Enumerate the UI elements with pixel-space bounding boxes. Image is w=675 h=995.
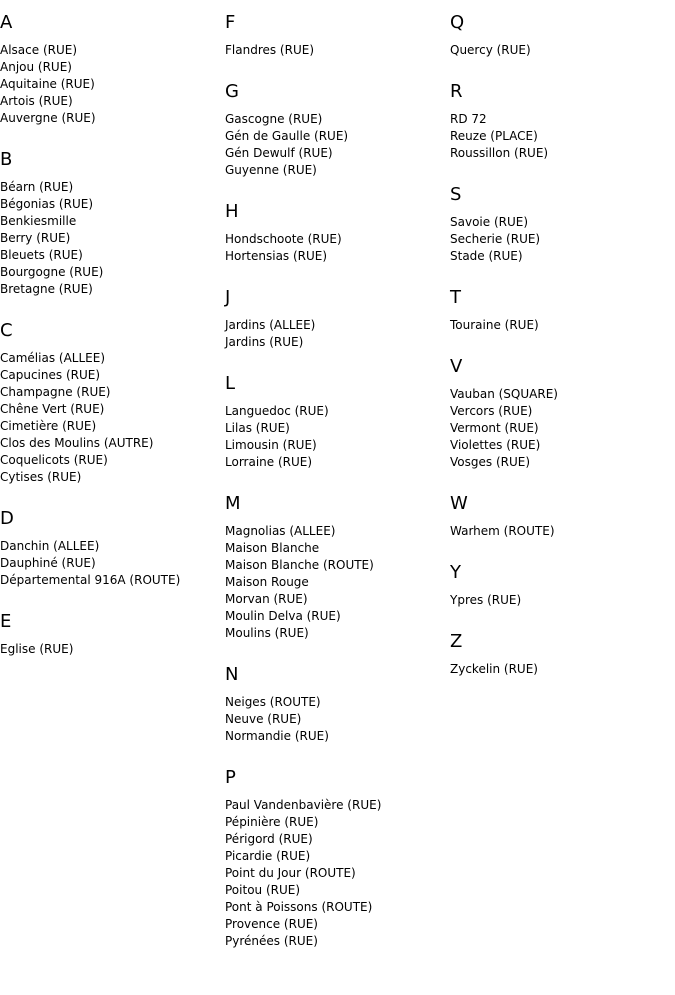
street-link[interactable]: Zyckelin (RUE)	[450, 662, 538, 676]
street-link[interactable]: Gascogne (RUE)	[225, 112, 323, 126]
letter-section-z	[450, 631, 670, 678]
section-letter-heading: H	[225, 201, 239, 222]
street-link[interactable]: RD 72	[450, 112, 487, 126]
section-letter-heading: Z	[450, 631, 463, 652]
section-letter-heading: V	[450, 356, 463, 377]
letter-section-h	[225, 201, 445, 265]
section-letter-heading: J	[225, 287, 231, 308]
street-link[interactable]: Dauphiné (RUE)	[0, 556, 96, 570]
street-link[interactable]: Pont à Poissons (ROUTE)	[225, 900, 373, 914]
letter-section-c	[0, 320, 220, 486]
letter-section-d	[0, 508, 220, 589]
section-letter-heading: N	[225, 664, 239, 685]
street-link[interactable]: Périgord (RUE)	[225, 832, 313, 846]
section-letter-heading: E	[0, 611, 12, 632]
street-link[interactable]: Paul Vandenbavière (RUE)	[225, 798, 382, 812]
street-list	[0, 641, 220, 658]
section-letter-heading: B	[0, 149, 13, 170]
street-link[interactable]: Reuze (PLACE)	[450, 129, 538, 143]
street-list	[225, 694, 445, 745]
street-link[interactable]: Moulins (RUE)	[225, 626, 309, 640]
street-link[interactable]: Auvergne (RUE)	[0, 111, 96, 125]
letter-section-r	[450, 81, 670, 162]
street-list	[450, 661, 670, 678]
street-link[interactable]: Savoie (RUE)	[450, 215, 529, 229]
street-link[interactable]: Maison Blanche (ROUTE)	[225, 558, 374, 572]
section-letter-heading: M	[225, 493, 241, 514]
section-letter-heading: A	[0, 12, 13, 33]
street-link[interactable]: Limousin (RUE)	[225, 438, 317, 452]
letter-section-b	[0, 149, 220, 298]
street-link[interactable]: Roussillon (RUE)	[450, 146, 549, 160]
section-letter-heading: Q	[450, 12, 465, 33]
street-list	[0, 42, 220, 127]
letter-section-v	[450, 356, 670, 471]
letter-section-e	[0, 611, 220, 658]
street-link[interactable]: Jardins (RUE)	[225, 335, 304, 349]
street-list	[450, 111, 670, 162]
street-link[interactable]: Vermont (RUE)	[450, 421, 539, 435]
street-link[interactable]: Départemental 916A (ROUTE)	[0, 573, 181, 587]
street-link[interactable]: Moulin Delva (RUE)	[225, 609, 341, 623]
street-link[interactable]: Pyrénées (RUE)	[225, 934, 318, 948]
section-letter-heading: R	[450, 81, 463, 102]
street-link[interactable]: Lorraine (RUE)	[225, 455, 313, 469]
letter-section-l	[225, 373, 445, 471]
street-link[interactable]: Picardie (RUE)	[225, 849, 311, 863]
street-index-column	[450, 12, 670, 700]
street-list	[225, 317, 445, 351]
street-list	[225, 403, 445, 471]
street-link[interactable]: Clos des Moulins (AUTRE)	[0, 436, 154, 450]
street-list	[0, 538, 220, 589]
street-list	[450, 42, 670, 59]
street-link[interactable]: Gén de Gaulle (RUE)	[225, 129, 349, 143]
street-link[interactable]: Benkiesmille	[0, 214, 77, 228]
street-link[interactable]: Bourgogne (RUE)	[0, 265, 104, 279]
street-list	[225, 797, 445, 950]
street-link[interactable]: Lilas (RUE)	[225, 421, 290, 435]
street-link[interactable]: Champagne (RUE)	[0, 385, 111, 399]
section-letter-heading: F	[225, 12, 236, 33]
street-link[interactable]: Pépinière (RUE)	[225, 815, 319, 829]
street-link[interactable]: Eglise (RUE)	[0, 642, 74, 656]
letter-section-n	[225, 664, 445, 745]
street-link[interactable]: Coquelicots (RUE)	[0, 453, 108, 467]
section-letter-heading: D	[0, 508, 14, 529]
street-link[interactable]: Camélias (ALLEE)	[0, 351, 105, 365]
street-link[interactable]: Cytises (RUE)	[0, 470, 82, 484]
street-list	[225, 523, 445, 642]
street-link[interactable]: Chêne Vert (RUE)	[0, 402, 105, 416]
street-link[interactable]: Capucines (RUE)	[0, 368, 101, 382]
street-link[interactable]: Artois (RUE)	[0, 94, 73, 108]
street-link[interactable]: Berry (RUE)	[0, 231, 71, 245]
street-link[interactable]: Morvan (RUE)	[225, 592, 308, 606]
street-link[interactable]: Magnolias (ALLEE)	[225, 524, 336, 538]
street-index-column	[0, 12, 220, 680]
street-list	[0, 179, 220, 298]
street-link[interactable]: Normandie (RUE)	[225, 729, 329, 743]
street-list	[225, 42, 445, 59]
street-link[interactable]: Bleuets (RUE)	[0, 248, 83, 262]
street-link[interactable]: Violettes (RUE)	[450, 438, 541, 452]
street-link[interactable]: Ypres (RUE)	[450, 593, 522, 607]
letter-section-y	[450, 562, 670, 609]
street-list	[0, 350, 220, 486]
street-link[interactable]: Neuve (RUE)	[225, 712, 302, 726]
street-link[interactable]: Maison Blanche	[225, 541, 320, 555]
street-link[interactable]: Aquitaine (RUE)	[0, 77, 95, 91]
street-link[interactable]: Point du Jour (ROUTE)	[225, 866, 356, 880]
section-letter-heading: Y	[450, 562, 461, 583]
section-letter-heading: C	[0, 320, 13, 341]
street-link[interactable]: Flandres (RUE)	[225, 43, 314, 57]
street-link[interactable]: Danchin (ALLEE)	[0, 539, 100, 553]
letter-section-f	[225, 12, 445, 59]
street-link[interactable]: Poitou (RUE)	[225, 883, 301, 897]
street-list	[225, 111, 445, 179]
letter-section-m	[225, 493, 445, 642]
street-link[interactable]: Alsace (RUE)	[0, 43, 78, 57]
street-link[interactable]: Béarn (RUE)	[0, 180, 74, 194]
street-link[interactable]: Vosges (RUE)	[450, 455, 531, 469]
section-letter-heading: T	[450, 287, 461, 308]
section-letter-heading: L	[225, 373, 236, 394]
section-letter-heading: S	[450, 184, 462, 205]
street-list	[450, 386, 670, 471]
section-letter-heading: W	[450, 493, 468, 514]
street-list	[450, 214, 670, 265]
street-index-column	[225, 12, 445, 972]
street-list	[225, 231, 445, 265]
street-link[interactable]: Stade (RUE)	[450, 249, 523, 263]
street-link[interactable]: Vercors (RUE)	[450, 404, 533, 418]
street-list	[450, 592, 670, 609]
street-link[interactable]: Guyenne (RUE)	[225, 163, 317, 177]
street-link[interactable]: Warhem (ROUTE)	[450, 524, 555, 538]
letter-section-s	[450, 184, 670, 265]
section-letter-heading: P	[225, 767, 236, 788]
letter-section-a	[0, 12, 220, 127]
street-link[interactable]: Touraine (RUE)	[450, 318, 539, 332]
letter-section-q	[450, 12, 670, 59]
street-link[interactable]: Secherie (RUE)	[450, 232, 541, 246]
street-link[interactable]: Hondschoote (RUE)	[225, 232, 342, 246]
letter-section-j	[225, 287, 445, 351]
street-link[interactable]: Bégonias (RUE)	[0, 197, 93, 211]
street-link[interactable]: Maison Rouge	[225, 575, 309, 589]
street-link[interactable]: Hortensias (RUE)	[225, 249, 328, 263]
street-list	[450, 523, 670, 540]
street-link[interactable]: Provence (RUE)	[225, 917, 318, 931]
street-link[interactable]: Gén Dewulf (RUE)	[225, 146, 333, 160]
street-link[interactable]: Quercy (RUE)	[450, 43, 531, 57]
street-list	[450, 317, 670, 334]
street-link[interactable]: Neiges (ROUTE)	[225, 695, 321, 709]
street-link[interactable]: Jardins (ALLEE)	[225, 318, 316, 332]
street-link[interactable]: Languedoc (RUE)	[225, 404, 329, 418]
street-link[interactable]: Vauban (SQUARE)	[450, 387, 558, 401]
street-link[interactable]: Anjou (RUE)	[0, 60, 72, 74]
section-letter-heading: G	[225, 81, 239, 102]
letter-section-g	[225, 81, 445, 179]
street-link[interactable]: Cimetière (RUE)	[0, 419, 97, 433]
letter-section-w	[450, 493, 670, 540]
letter-section-t	[450, 287, 670, 334]
street-link[interactable]: Bretagne (RUE)	[0, 282, 93, 296]
letter-section-p	[225, 767, 445, 950]
